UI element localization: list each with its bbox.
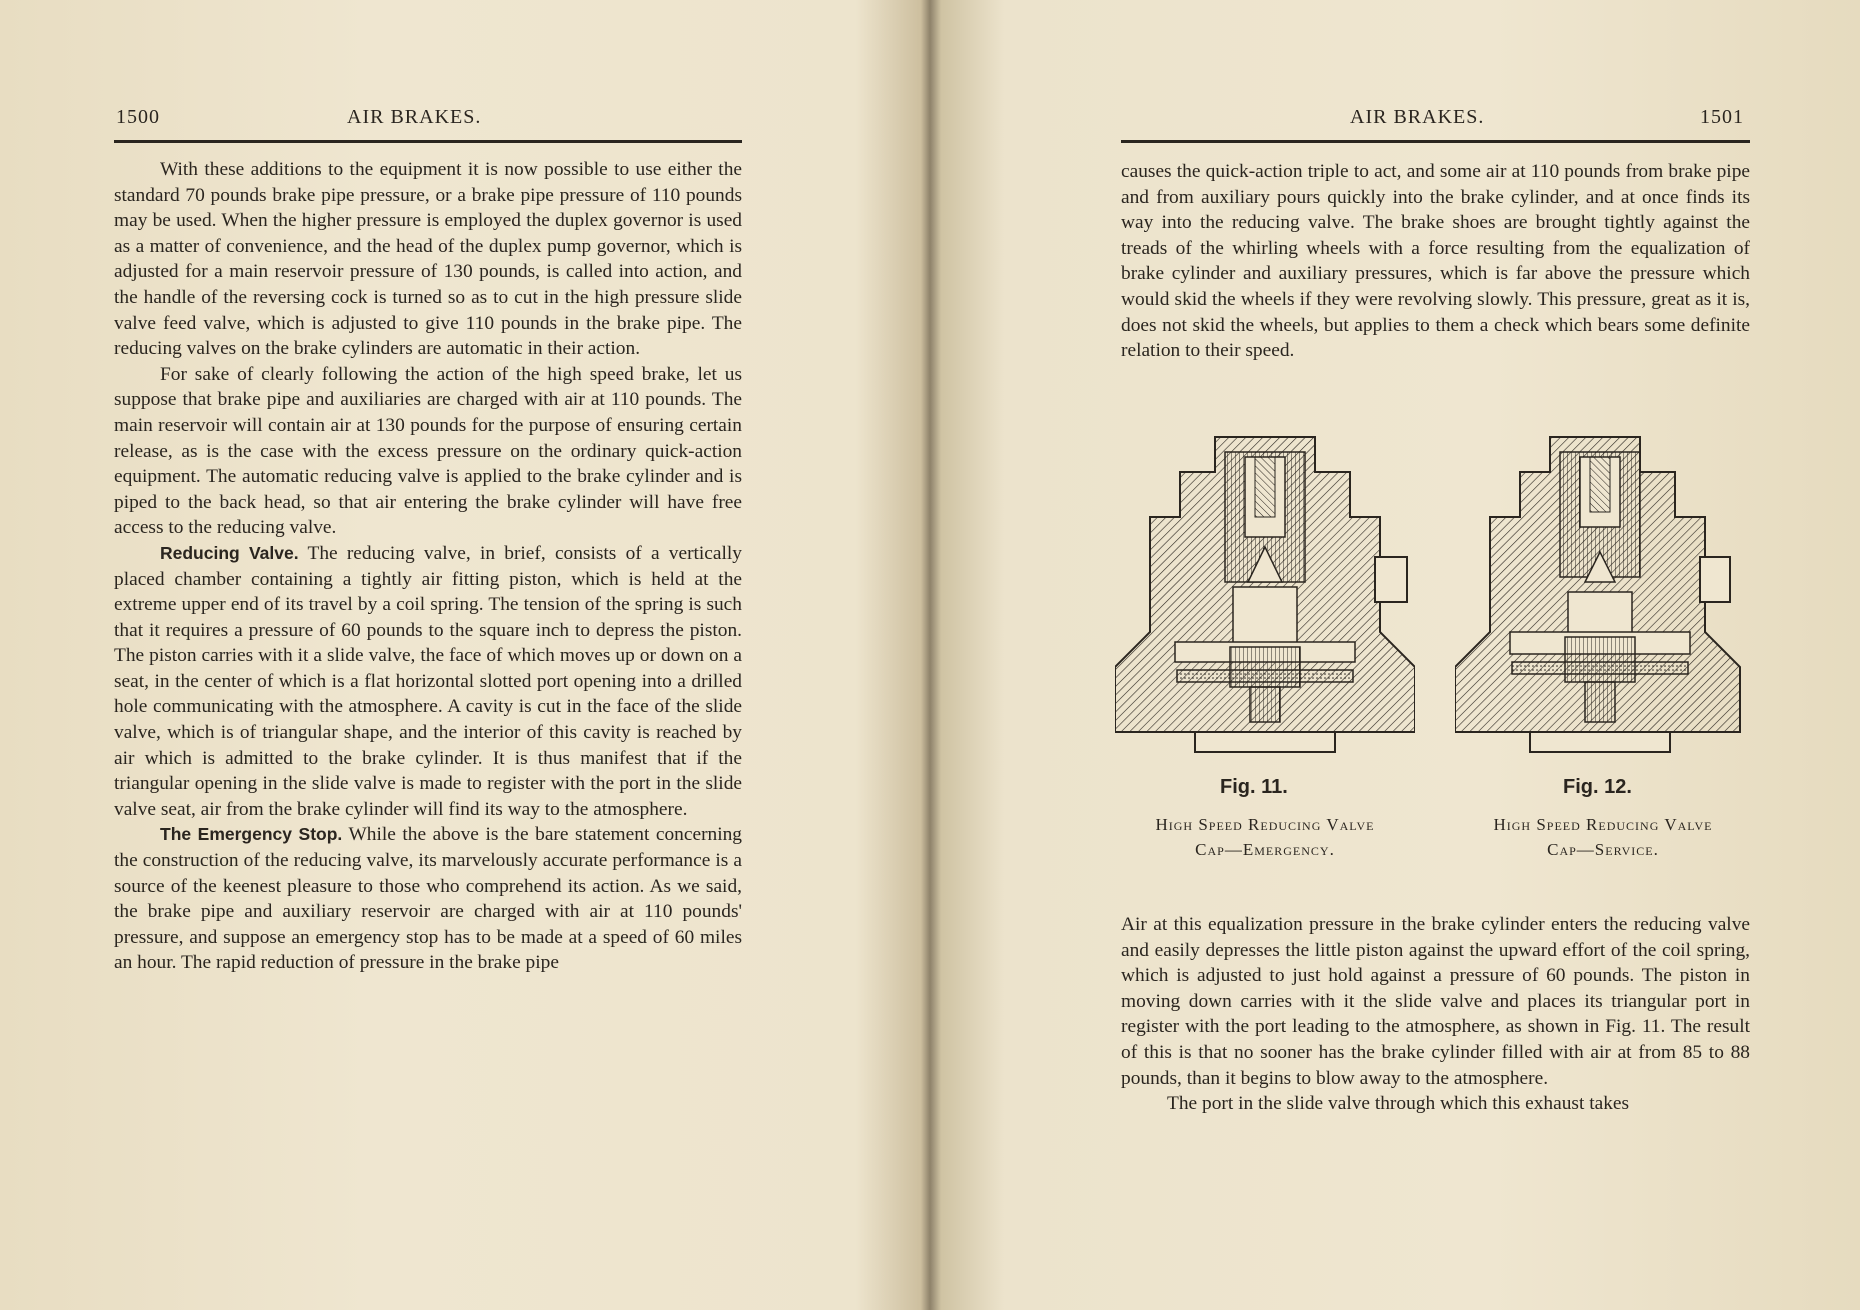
figures: [1115, 432, 1815, 872]
right-page: [935, 0, 1860, 1310]
right-paragraph-2: Air at this equalization pressure in the brake cylinder enters the reducing valve and easily depresses the little piston against the upward effort of the coil spring, which is adjusted to just hold against a pressure of 60 pounds. The piston in moving down carries with it the slide valve and places its triangular port in register with the port leading to the atmosphere, as shown in Fig. 11. The result of this is that no sooner has the brake cylinder filled with air at from 85 to 88 pounds, than it begins to blow away to the atmosphere.: [1121, 914, 1750, 1089]
figure-12-caption-line2: Cap—Service.: [1547, 840, 1659, 859]
figure-12-number: Fig. 12.: [1563, 776, 1632, 798]
reducing-valve-emergency-illustration: [1115, 432, 1415, 762]
right-top-text: [1121, 159, 1750, 364]
header-rule-left: [114, 140, 742, 143]
page-number-left: 1500: [116, 106, 160, 128]
left-paragraph-1: With these additions to the equipment it is now possible to use either the standard 70 pounds brake pipe pressure, or a brake pipe pressure of 110 pounds may be used. When the higher pressure is employed the duplex governor is used as a matter of convenience, and the head of the duplex pump governor, which is adjusted for a main reservoir pressure of 130 pounds, is called into action, and the handle of the reversing cock is turned so as to cut in the high pressure slide valve feed valve, which is adjusted to give 110 pounds in the brake pipe. The reducing valves on the brake cylinders are automatic in their action.: [114, 159, 742, 360]
left-page: [0, 0, 925, 1310]
figure-11-caption: [1105, 812, 1425, 862]
running-head-left: AIR BRAKES.: [347, 106, 482, 128]
figure-12-caption-line1: High Speed Reducing Valve: [1493, 815, 1713, 834]
left-paragraph-3-text: The reducing valve, in brief, consists of a vertically placed chamber containing a tightly air fitting piston, which is held at the extreme upper end of its travel by a coil spring. The tension of the spring is such that it requires a pressure of 60 pounds to the square inch to depress the piston. The piston carries with it a slide valve, the face of which moves up or down on a seat, in the center of which is a flat horizontal slotted port opening into a drilled hole communicating with the atmosphere. A cavity is cut in the face of the slide valve, which is of triangular shape, and the interior of this cavity is reached by air which is admitted to the brake cylinder. It is thus manifest that if the triangular opening in the slide valve is made to register with the port in the slide valve seat, air from the brake cylinder will find its way to the atmosphere.: [114, 542, 742, 820]
header-rule-right: [1121, 140, 1750, 143]
left-body-text: [114, 157, 742, 976]
left-paragraph-3: [114, 541, 742, 823]
figure-12-caption: [1443, 812, 1763, 862]
section-heading-emergency-stop: The Emergency Stop.: [160, 824, 343, 845]
figure-11-caption-line1: High Speed Reducing Valve: [1155, 815, 1375, 834]
right-paragraph-top: causes the quick-action triple to act, and some air at 110 pounds from brake pipe and from auxiliary pours quickly into the brake cylinder, and at once finds its way into the reducing valve. The brake shoes are brought tightly against the treads of the whirling wheels with a force resulting from the equalization of brake cylinder and auxiliary pressures, which is far above the pressure which would skid the wheels if they were revolving slowly. This pressure, great as it is, does not skid the wheels, but applies to them a check which bears some definite relation to their speed.: [1121, 161, 1750, 362]
left-paragraph-4-text: While the above is the bare statement concerning the construction of the reducing valve, its marvelously accurate performance is a source of the keenest pleasure to those who comprehend its action. As we said, the brake pipe and auxiliary reservoir are charged with air at 110 pounds' pressure, and suppose an emergency stop has to be made at a speed of 60 miles an hour. The rapid reduction of pressure in the brake pipe: [114, 824, 742, 974]
figure-11: [1115, 432, 1435, 762]
figure-11-number: Fig. 11.: [1220, 776, 1288, 798]
left-paragraph-4: [114, 822, 742, 976]
figure-12: [1455, 432, 1775, 762]
figure-11-caption-line2: Cap—Emergency.: [1195, 840, 1335, 859]
page-number-right: 1501: [1700, 106, 1744, 128]
right-bottom-text: [1121, 912, 1750, 1117]
left-paragraph-2: For sake of clearly following the action of the high speed brake, let us suppose that brake pipe and auxiliaries are charged with air at 110 pounds. The main reservoir will contain air at 130 pounds for the purpose of ensuring certain release, as is the case with the excess pressure on the ordinary quick-action equipment. The automatic reducing valve is applied to the brake cylinder and is piped to the back head, so that air entering the brake cylinder will have free access to the reducing valve.: [114, 363, 742, 539]
section-heading-reducing-valve: Reducing Valve.: [160, 542, 299, 563]
right-paragraph-3: The port in the slide valve through which this exhaust takes: [1167, 1093, 1630, 1115]
running-head-right: AIR BRAKES.: [1350, 106, 1485, 128]
reducing-valve-service-illustration: [1455, 432, 1745, 762]
